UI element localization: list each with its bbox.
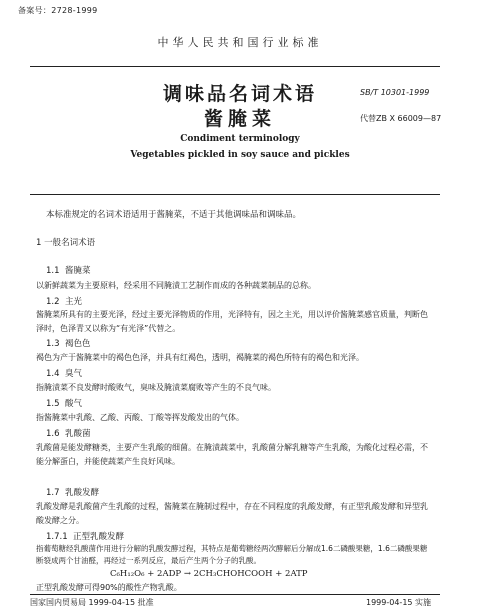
term-definition: 酱腌菜所具有的主要光泽，经过主要光泽物质的作用，光泽特有，因之主光，用以评价酱腌菜感官质量，判断色泽时，色泽青又以称为“有光泽”代替之。 [36, 310, 428, 333]
english-subtitle: Vegetables pickled in soy sauce and pickles [130, 150, 350, 160]
approval-info: 国家国内贸易局 1999-04-15 批准 [30, 598, 154, 607]
formula-note: 正型乳酸发酵可得90%的酸性产物乳酸。 [36, 583, 182, 592]
term-name: 乳酸菌 [64, 429, 91, 439]
term-name: 酸气 [64, 399, 82, 409]
term-number: 1.7.1 [46, 532, 68, 542]
document-subtitle: 酱腌菜 [203, 108, 276, 130]
term-heading [46, 367, 82, 379]
term-heading [46, 427, 90, 439]
document-title: 调味品名词术语 [162, 83, 317, 105]
term-definition: 指腌渍菜不良发酵时酸败气，臭味及腌渍菜腐败等产生的不良气味。 [36, 383, 276, 392]
term-definition: 指葡萄糖经乳酸菌作用进行分解的乳酸发酵过程，其特点是葡萄糖经两次酵解后分解成1.6二磷酸果糖，1.6二磷酸果糖断裂成两个甘油醛，再经过一系列反应，最后产生两个分子的乳酸。 [36, 544, 428, 565]
standard-header: 中华人民共和国行业标准 [157, 36, 323, 49]
term-number: 1.1 [46, 266, 60, 276]
term-heading [46, 337, 90, 349]
standard-code: SB/T 10301-1999 [360, 88, 430, 97]
term-number: 1.7 [46, 488, 60, 498]
term-heading [46, 397, 82, 409]
term-definition: 褐色为产于酱腌菜中的褐色色泽，并具有红褐色，透明，褐腌菜的褐色所特有的褐色和光泽。 [36, 353, 364, 362]
term-name: 乳酸发酵 [64, 488, 99, 498]
term-name: 主光 [64, 297, 82, 307]
title-rule [30, 194, 440, 195]
term-number: 1.6 [46, 429, 60, 439]
term-number: 1.5 [46, 399, 60, 409]
term-number: 1.3 [46, 339, 60, 349]
term-heading [46, 264, 90, 276]
term-definition: 乳酸发酵是乳酸菌产生乳酸的过程，酱腌菜在腌制过程中，存在不同程度的乳酸发酵，有正型乳酸发酵和异型乳酸发酵之分。 [36, 502, 428, 525]
scope-statement: 本标准规定的名词术语适用于酱腌菜，不适于其他调味品和调味品。 [46, 210, 302, 220]
term-number: 1.2 [46, 297, 60, 307]
chemical-formula: C₆H₁₂O₆ + 2ADP → 2CH₃CHOHCOOH + 2ATP [110, 569, 308, 579]
class-code: 代替ZB X 66009—87 [360, 114, 442, 123]
term-name: 臭气 [64, 369, 82, 379]
section-heading: 1 一般名词术语 [36, 238, 96, 248]
term-heading [46, 295, 82, 307]
term-name: 褐色色 [64, 339, 91, 349]
term-definition: 指酱腌菜中乳酸、乙酸、丙酸、丁酸等挥发酸发出的气体。 [36, 413, 244, 422]
registration-number: 备案号：2728-1999 [18, 6, 98, 15]
term-definition: 乳酸菌是能发酵糖类，主要产生乳酸的细菌。在腌渍蔬菜中，乳酸菌分解乳糖等产生乳酸，为酸化过程必需，不能分解蛋白，并能使蔬菜产生良好风味。 [36, 443, 428, 466]
implementation-date: 1999-04-15 实施 [366, 598, 432, 607]
term-heading [46, 530, 124, 542]
term-name: 酱腌菜 [64, 266, 91, 276]
header-rule [30, 66, 440, 67]
english-title: Condiment terminology [180, 134, 300, 144]
term-heading [46, 486, 99, 498]
term-definition: 以新鲜蔬菜为主要原料，经采用不同腌渍工艺制作而成的各种蔬菜制品的总称。 [36, 281, 316, 290]
term-number: 1.4 [46, 369, 60, 379]
footer-rule [30, 594, 440, 595]
term-name: 正型乳酸发酵 [73, 532, 125, 542]
